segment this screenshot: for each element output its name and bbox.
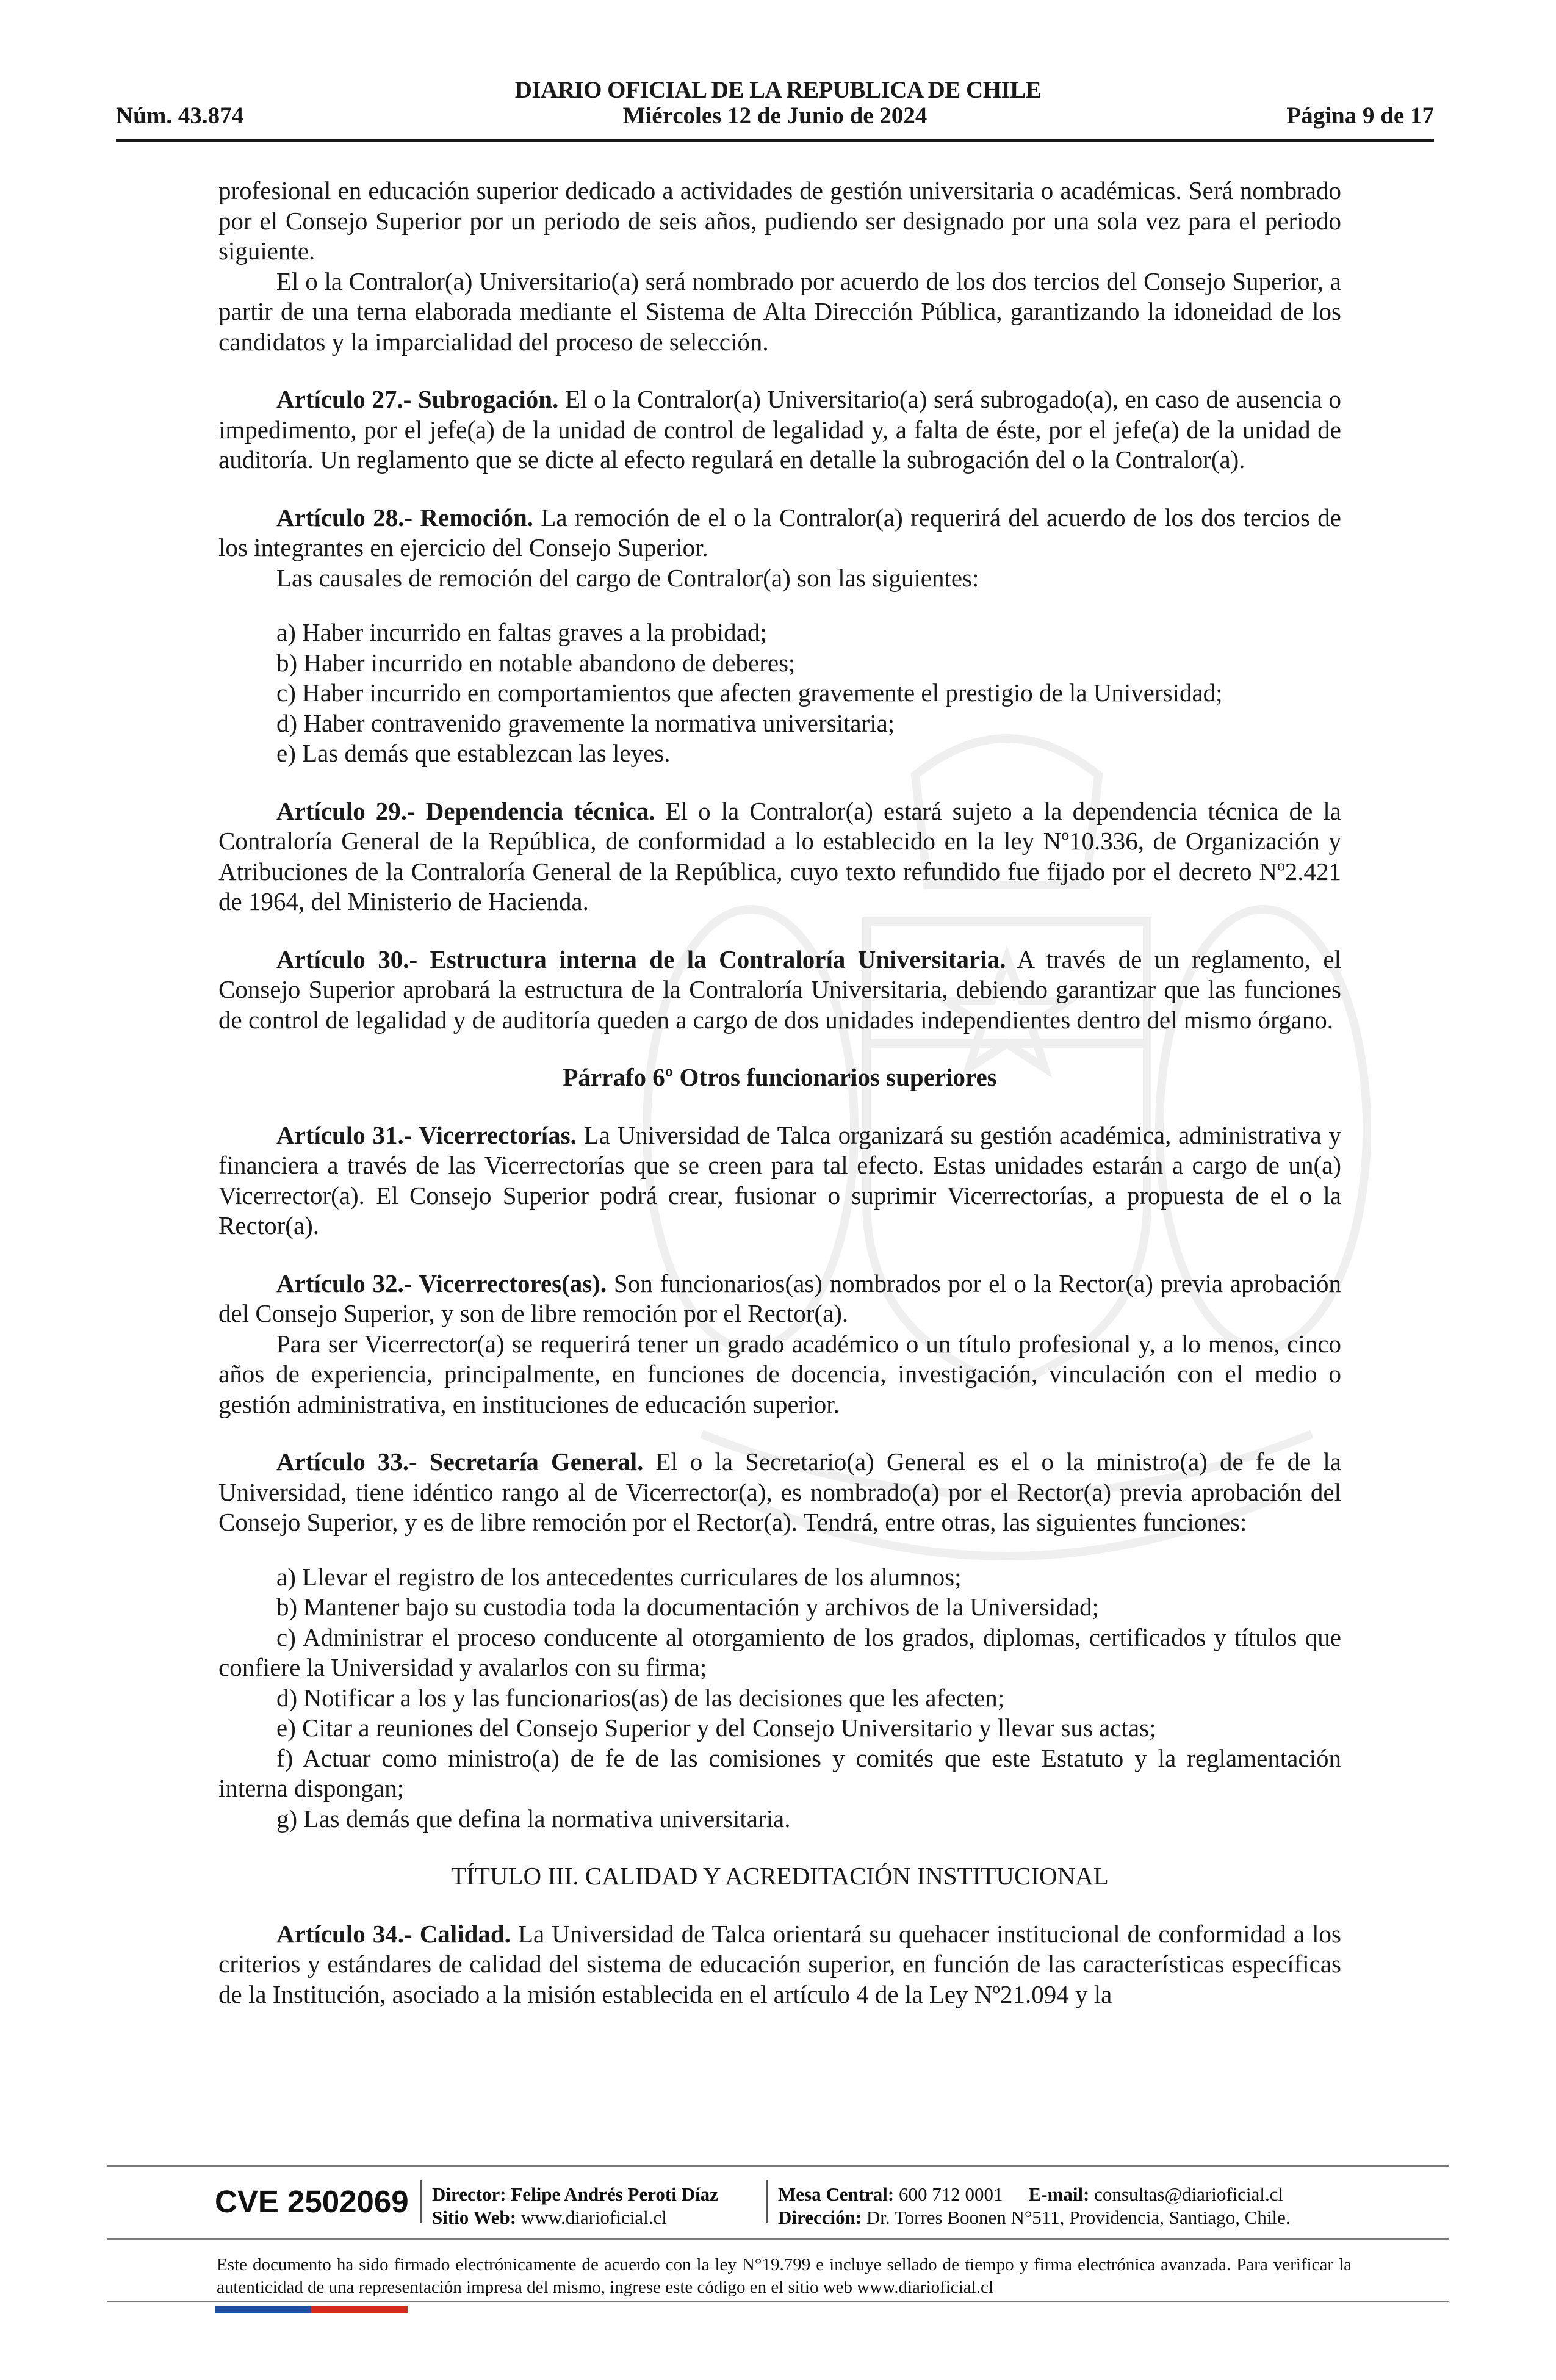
article-title: Artículo 27.- Subrogación.: [276, 385, 559, 413]
paragraph: El o la Contralor(a) Universitario(a) será nombrado por acuerdo de los dos tercios del Consejo Superior, a partir de una terna elaborada mediante el Sistema de Alta Dirección Pública, garantizando la idoneidad de los candidatos y la imparcialidad del proceso de selección.: [218, 267, 1341, 356]
list-item: b) Haber incurrido en notable abandono de deberes;: [276, 648, 796, 677]
list-item: a) Llevar el registro de los antecedentes curriculares de los alumnos;: [276, 1562, 962, 1591]
article-34: [218, 1919, 1341, 2010]
legal-notice: Este documento ha sido firmado electrónicamente de acuerdo con la ley N°19.799 e incluye sellado de tiempo y firma electrónica avanzada. Para verificar la autenticidad de una representación impresa del mismo, ingrese este código en el sitio web www.diarioficial.cl: [217, 2255, 1352, 2297]
article-30: [218, 945, 1341, 1036]
list-item: c) Haber incurrido en comportamientos que afecten gravemente el prestigio de la Universidad;: [276, 679, 1223, 707]
document-body: [218, 176, 1341, 2010]
address-label: Dirección:: [778, 2207, 862, 2228]
email-link[interactable]: consultas@diarioficial.cl: [1094, 2183, 1284, 2205]
header-row: [116, 102, 1434, 134]
phone-value: 600 712 0001: [899, 2183, 1003, 2205]
site-link[interactable]: www.diarioficial.cl: [520, 2207, 667, 2228]
article-28: [218, 503, 1341, 563]
header-divider: [116, 139, 1434, 142]
list-item: d) Notificar a los y las funcionarios(as) de las decisiones que les afecten;: [276, 1683, 1005, 1712]
article-text: Son funcionarios(as) nombrados por el o la Rector(a) previa aprobación del Consejo Superior, y son de libre remoción por el Rector(a).: [218, 1269, 1341, 1327]
footer-separator: [420, 2180, 422, 2223]
article-text: La Universidad de Talca organizará su gestión académica, administrativa y financiera a través de las Vicerrectorías que se creen para tal efecto. Estas unidades estarán a cargo de un(a) Vicerrector(a). El Consejo Superior podrá crear, fusionar o suprimir Vicerrectorías, a propuesta de el o la Rector(a).: [218, 1120, 1341, 1239]
flag-blue-stripe: [215, 2306, 311, 2313]
footer-top-divider: [107, 2165, 1449, 2167]
section-heading: Párrafo 6º Otros funcionarios superiores: [563, 1063, 997, 1091]
footer-director-block: [432, 2183, 718, 2229]
list-item: b) Mantener bajo su custodia toda la documentación y archivos de la Universidad;: [276, 1593, 1100, 1621]
issue-number: Núm. 43.874: [116, 103, 244, 129]
article-title: Artículo 34.- Calidad.: [276, 1919, 511, 1948]
newspaper-title: DIARIO OFICIAL DE LA REPUBLICA DE CHILE: [514, 77, 1042, 103]
footer-separator: [766, 2180, 768, 2223]
phone-label: Mesa Central:: [778, 2183, 895, 2205]
article-title: Artículo 32.- Vicerrectores(as).: [276, 1269, 607, 1297]
article-29: [218, 796, 1341, 917]
article-31: [218, 1120, 1341, 1241]
email-label: E-mail:: [1028, 2183, 1090, 2205]
article-title: Artículo 30.- Estructura interna de la Contraloría Universitaria.: [276, 945, 1006, 973]
address-value: Dr. Torres Boonen N°511, Providencia, Santiago, Chile.: [866, 2207, 1291, 2228]
article-text: El o la Contralor(a) Universitario(a) será subrogado(a), en caso de ausencia o impedimento, por el jefe(a) de la unidad de control de legalidad y, a falta de éste, por el jefe(a) de la unidad de auditoría. Un reglamento que se dicte al efecto regulará en detalle la subrogación del o la Contralor(a).: [218, 385, 1341, 474]
article-title: Artículo 28.- Remoción.: [276, 503, 533, 532]
flag-red-stripe: [311, 2306, 408, 2313]
paragraph: Para ser Vicerrector(a) se requerirá tener un grado académico o un título profesional y, a lo menos, cinco años de experiencia, principalmente, en funciones de docencia, investigación, vinculación con el medio o gestión administrativa, en instituciones de educación superior.: [218, 1329, 1341, 1418]
list-item: c) Administrar el proceso conducente al otorgamiento de los grados, diplomas, certificados y títulos que confiere la Universidad y avalarlos con su firma;: [218, 1623, 1341, 1681]
list-item: a) Haber incurrido en faltas graves a la probidad;: [276, 618, 767, 646]
issue-date: Miércoles 12 de Junio de 2024: [622, 103, 927, 129]
article-27: [218, 384, 1341, 475]
title-heading: TÍTULO III. CALIDAD Y ACREDITACIÓN INSTITUCIONAL: [451, 1862, 1109, 1890]
list-item: f) Actuar como ministro(a) de fe de las comisiones y comités que este Estatuto y la reglamentación interna dispongan;: [218, 1744, 1341, 1802]
article-title: Artículo 29.- Dependencia técnica.: [276, 796, 655, 825]
footer-contact-block: [778, 2183, 1291, 2229]
site-label: Sitio Web:: [432, 2207, 517, 2228]
article-title: Artículo 33.- Secretaría General.: [276, 1448, 644, 1476]
paragraph: Las causales de remoción del cargo de Contralor(a) son las siguientes:: [276, 563, 979, 592]
article-text: A través de un reglamento, el Consejo Superior aprobará la estructura de la Contraloría Universitaria, debiendo garantizar que las funciones de control de legalidad y de auditoría queden a cargo de dos unidades independientes dentro del mismo órgano.: [218, 945, 1341, 1034]
article-33: [218, 1447, 1341, 1538]
article-title: Artículo 31.- Vicerrectorías.: [276, 1120, 577, 1149]
director-label: Director:: [432, 2183, 506, 2205]
article-text: El o la Secretario(a) General es el o la ministro(a) de fe de la Universidad, tiene idéntico rango al de Vicerrector(a), es nombrado(a) por el Rector(a) previa aprobación del Consejo Superior, y es de libre remoción por el Rector(a). Tendrá, entre otras, las siguientes funciones:: [218, 1448, 1341, 1536]
director-name: Felipe Andrés Peroti Díaz: [511, 2183, 718, 2205]
footer-bottom-divider: [107, 2301, 1449, 2302]
cve-code: CVE 2502069: [215, 2184, 409, 2219]
article-32: [218, 1269, 1341, 1329]
list-item: e) Citar a reuniones del Consejo Superior y del Consejo Universitario y llevar sus actas;: [276, 1714, 1156, 1742]
list-item: e) Las demás que establezcan las leyes.: [276, 739, 671, 767]
list-item: g) Las demás que defina la normativa universitaria.: [276, 1804, 791, 1833]
paragraph: profesional en educación superior dedicado a actividades de gestión universitaria o académicas. Será nombrado por el Consejo Superior por un periodo de seis años, pudiendo ser designado por una sola vez para el periodo siguiente.: [218, 176, 1341, 265]
article-text: La remoción de el o la Contralor(a) requerirá del acuerdo de los dos tercios de los integrantes en ejercicio del Consejo Superior.: [218, 503, 1341, 561]
article-text: El o la Contralor(a) estará sujeto a la dependencia técnica de la Contraloría General de la República, de conformidad a lo establecido en la ley Nº10.336, de Organización y Atribuciones de la Contraloría General de la República, cuyo texto refundido fue fijado por el decreto Nº2.421 de 1964, del Ministerio de Hacienda.: [218, 796, 1341, 915]
footer-mid-divider: [107, 2238, 1449, 2240]
page-number: Página 9 de 17: [1286, 103, 1434, 129]
article-text: La Universidad de Talca orientará su quehacer institucional de conformidad a los criterios y estándares de calidad del sistema de educación superior, en función de las características específicas de la Institución, asociado a la misión establecida en el artículo 4 de la Ley Nº21.094 y la: [218, 1919, 1341, 2008]
list-item: d) Haber contravenido gravemente la normativa universitaria;: [276, 709, 895, 737]
